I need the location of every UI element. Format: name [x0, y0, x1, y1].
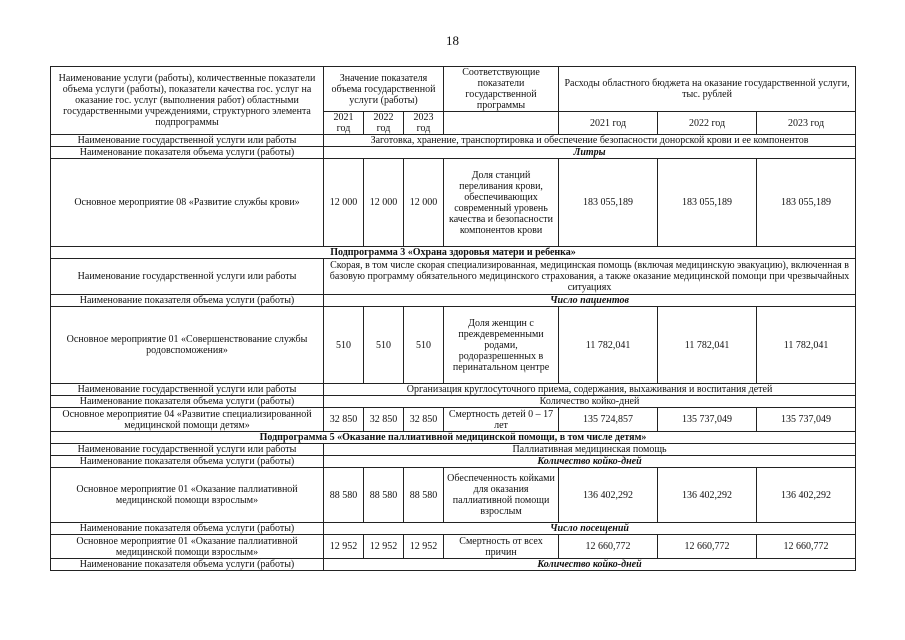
service-value: Заготовка, хранение, транспортировка и обеспечение безопасности донорской крови и ее компонентов: [324, 135, 856, 147]
year-cell: 2023 год: [757, 112, 856, 135]
program-indicator: Обеспеченность койками для оказания паллиативной помощи взрослым: [444, 468, 559, 523]
service-value: Паллиативная медицинская помощь: [324, 444, 856, 456]
year-cell: 2021 год: [559, 112, 658, 135]
indicator-label: Наименование показателя объема услуги (работы): [51, 456, 324, 468]
indicator-label: Наименование показателя объема услуги (работы): [51, 559, 324, 571]
service-value: Скорая, в том числе скорая специализированная, медицинская помощь (включая медицинскую эвакуацию), включенная в базовую программу обязательного медицинского страхования, а также оказание медицинской помощи при чрезвычайных ситуациях: [324, 259, 856, 295]
service-label: Наименование государственной услуги или работы: [51, 135, 324, 147]
indicator-value: Литры: [324, 147, 856, 159]
value-2022: 12 000: [364, 159, 404, 247]
value-2021: 510: [324, 307, 364, 384]
value-2023: 510: [404, 307, 444, 384]
indicator-value: Число посещений: [324, 523, 856, 535]
expense-2023: 136 402,292: [757, 468, 856, 523]
year-cell: 2022 год: [364, 112, 404, 135]
table-row: [51, 468, 856, 523]
value-2021: 12 952: [324, 535, 364, 559]
expense-2021: 136 402,292: [559, 468, 658, 523]
activity-name: Основное мероприятие 08 «Развитие службы крови»: [51, 159, 324, 247]
expense-2022: 135 737,049: [658, 408, 757, 432]
subprogram-title: Подпрограмма 5 «Оказание паллиативной медицинской помощи, в том числе детям»: [51, 432, 856, 444]
value-2023: 12 952: [404, 535, 444, 559]
service-label: Наименование государственной услуги или работы: [51, 444, 324, 456]
header-name-cell: Наименование услуги (работы), количественные показатели объема услуги (работы), показатели качества гос. услуг на оказание гос. услуг (выполнения работ) областными государственными учреждениями, структурного элемента подпрограммы: [51, 67, 324, 135]
service-label: Наименование государственной услуги или работы: [51, 384, 324, 396]
table-row: [51, 159, 856, 247]
page-number: 18: [446, 33, 459, 48]
activity-name: Основное мероприятие 01 «Оказание паллиативной медицинской помощи взрослым»: [51, 468, 324, 523]
year-cell: 2021 год: [324, 112, 364, 135]
table-row: [51, 559, 856, 571]
subprogram-title-row: [51, 247, 856, 259]
indicator-value: Количество койко-дней: [324, 396, 856, 408]
expense-2023: 183 055,189: [757, 159, 856, 247]
year-cell: 2022 год: [658, 112, 757, 135]
header-program-cell: Соответствующие показатели государственной программы: [444, 67, 559, 112]
table-row: [51, 396, 856, 408]
expense-2021: 135 724,857: [559, 408, 658, 432]
empty-cell: [444, 112, 559, 135]
service-label: Наименование государственной услуги или работы: [51, 259, 324, 295]
table-row: [51, 456, 856, 468]
service-value: Организация круглосуточного приема, содержания, выхаживания и воспитания детей: [324, 384, 856, 396]
indicator-value: Количество койко-дней: [324, 456, 856, 468]
indicator-value: Число пациентов: [324, 295, 856, 307]
value-2023: 88 580: [404, 468, 444, 523]
header-expenses-cell: Расходы областного бюджета на оказание государственной услуги, тыс. рублей: [559, 67, 856, 112]
expense-2022: 136 402,292: [658, 468, 757, 523]
expense-2021: 183 055,189: [559, 159, 658, 247]
activity-name: Основное мероприятие 01 «Совершенствование службы родовспоможения»: [51, 307, 324, 384]
value-2022: 88 580: [364, 468, 404, 523]
table-row: [51, 535, 856, 559]
indicator-label: Наименование показателя объема услуги (работы): [51, 147, 324, 159]
subprogram-title: Подпрограмма 3 «Охрана здоровья матери и ребенка»: [51, 247, 856, 259]
value-2021: 88 580: [324, 468, 364, 523]
subprogram-title-row: [51, 432, 856, 444]
expense-2023: 135 737,049: [757, 408, 856, 432]
table-row: [51, 147, 856, 159]
program-indicator: Доля женщин с преждевременными родами, родоразрешенных в перинатальном центре: [444, 307, 559, 384]
expense-2023: 12 660,772: [757, 535, 856, 559]
expense-2022: 183 055,189: [658, 159, 757, 247]
program-indicator: Доля станций переливания крови, обеспечивающих современный уровень качества и безопасности компонентов крови: [444, 159, 559, 247]
table-row: [51, 523, 856, 535]
indicator-value: Количество койко-дней: [324, 559, 856, 571]
value-2023: 12 000: [404, 159, 444, 247]
activity-name: Основное мероприятие 01 «Оказание паллиативной медицинской помощи взрослым»: [51, 535, 324, 559]
value-2022: 12 952: [364, 535, 404, 559]
year-cell: 2023 год: [404, 112, 444, 135]
value-2021: 12 000: [324, 159, 364, 247]
program-indicator: Смертность детей 0 – 17 лет: [444, 408, 559, 432]
indicator-label: Наименование показателя объема услуги (работы): [51, 523, 324, 535]
header-row: [51, 67, 856, 112]
value-2023: 32 850: [404, 408, 444, 432]
header-volume-cell: Значение показателя объема государственной услуги (работы): [324, 67, 444, 112]
table-row: [51, 135, 856, 147]
expense-2022: 12 660,772: [658, 535, 757, 559]
expense-2021: 12 660,772: [559, 535, 658, 559]
table-row: [51, 444, 856, 456]
activity-name: Основное мероприятие 04 «Развитие специализированной медицинской помощи детям»: [51, 408, 324, 432]
expense-2023: 11 782,041: [757, 307, 856, 384]
program-indicator: Смертность от всех причин: [444, 535, 559, 559]
expense-2022: 11 782,041: [658, 307, 757, 384]
expense-2021: 11 782,041: [559, 307, 658, 384]
table-row: [51, 259, 856, 295]
table-row: [51, 384, 856, 396]
table-row: [51, 295, 856, 307]
value-2022: 32 850: [364, 408, 404, 432]
indicator-label: Наименование показателя объема услуги (работы): [51, 396, 324, 408]
table-row: [51, 307, 856, 384]
value-2022: 510: [364, 307, 404, 384]
budget-table: [50, 66, 856, 571]
table-row: [51, 408, 856, 432]
value-2021: 32 850: [324, 408, 364, 432]
indicator-label: Наименование показателя объема услуги (работы): [51, 295, 324, 307]
